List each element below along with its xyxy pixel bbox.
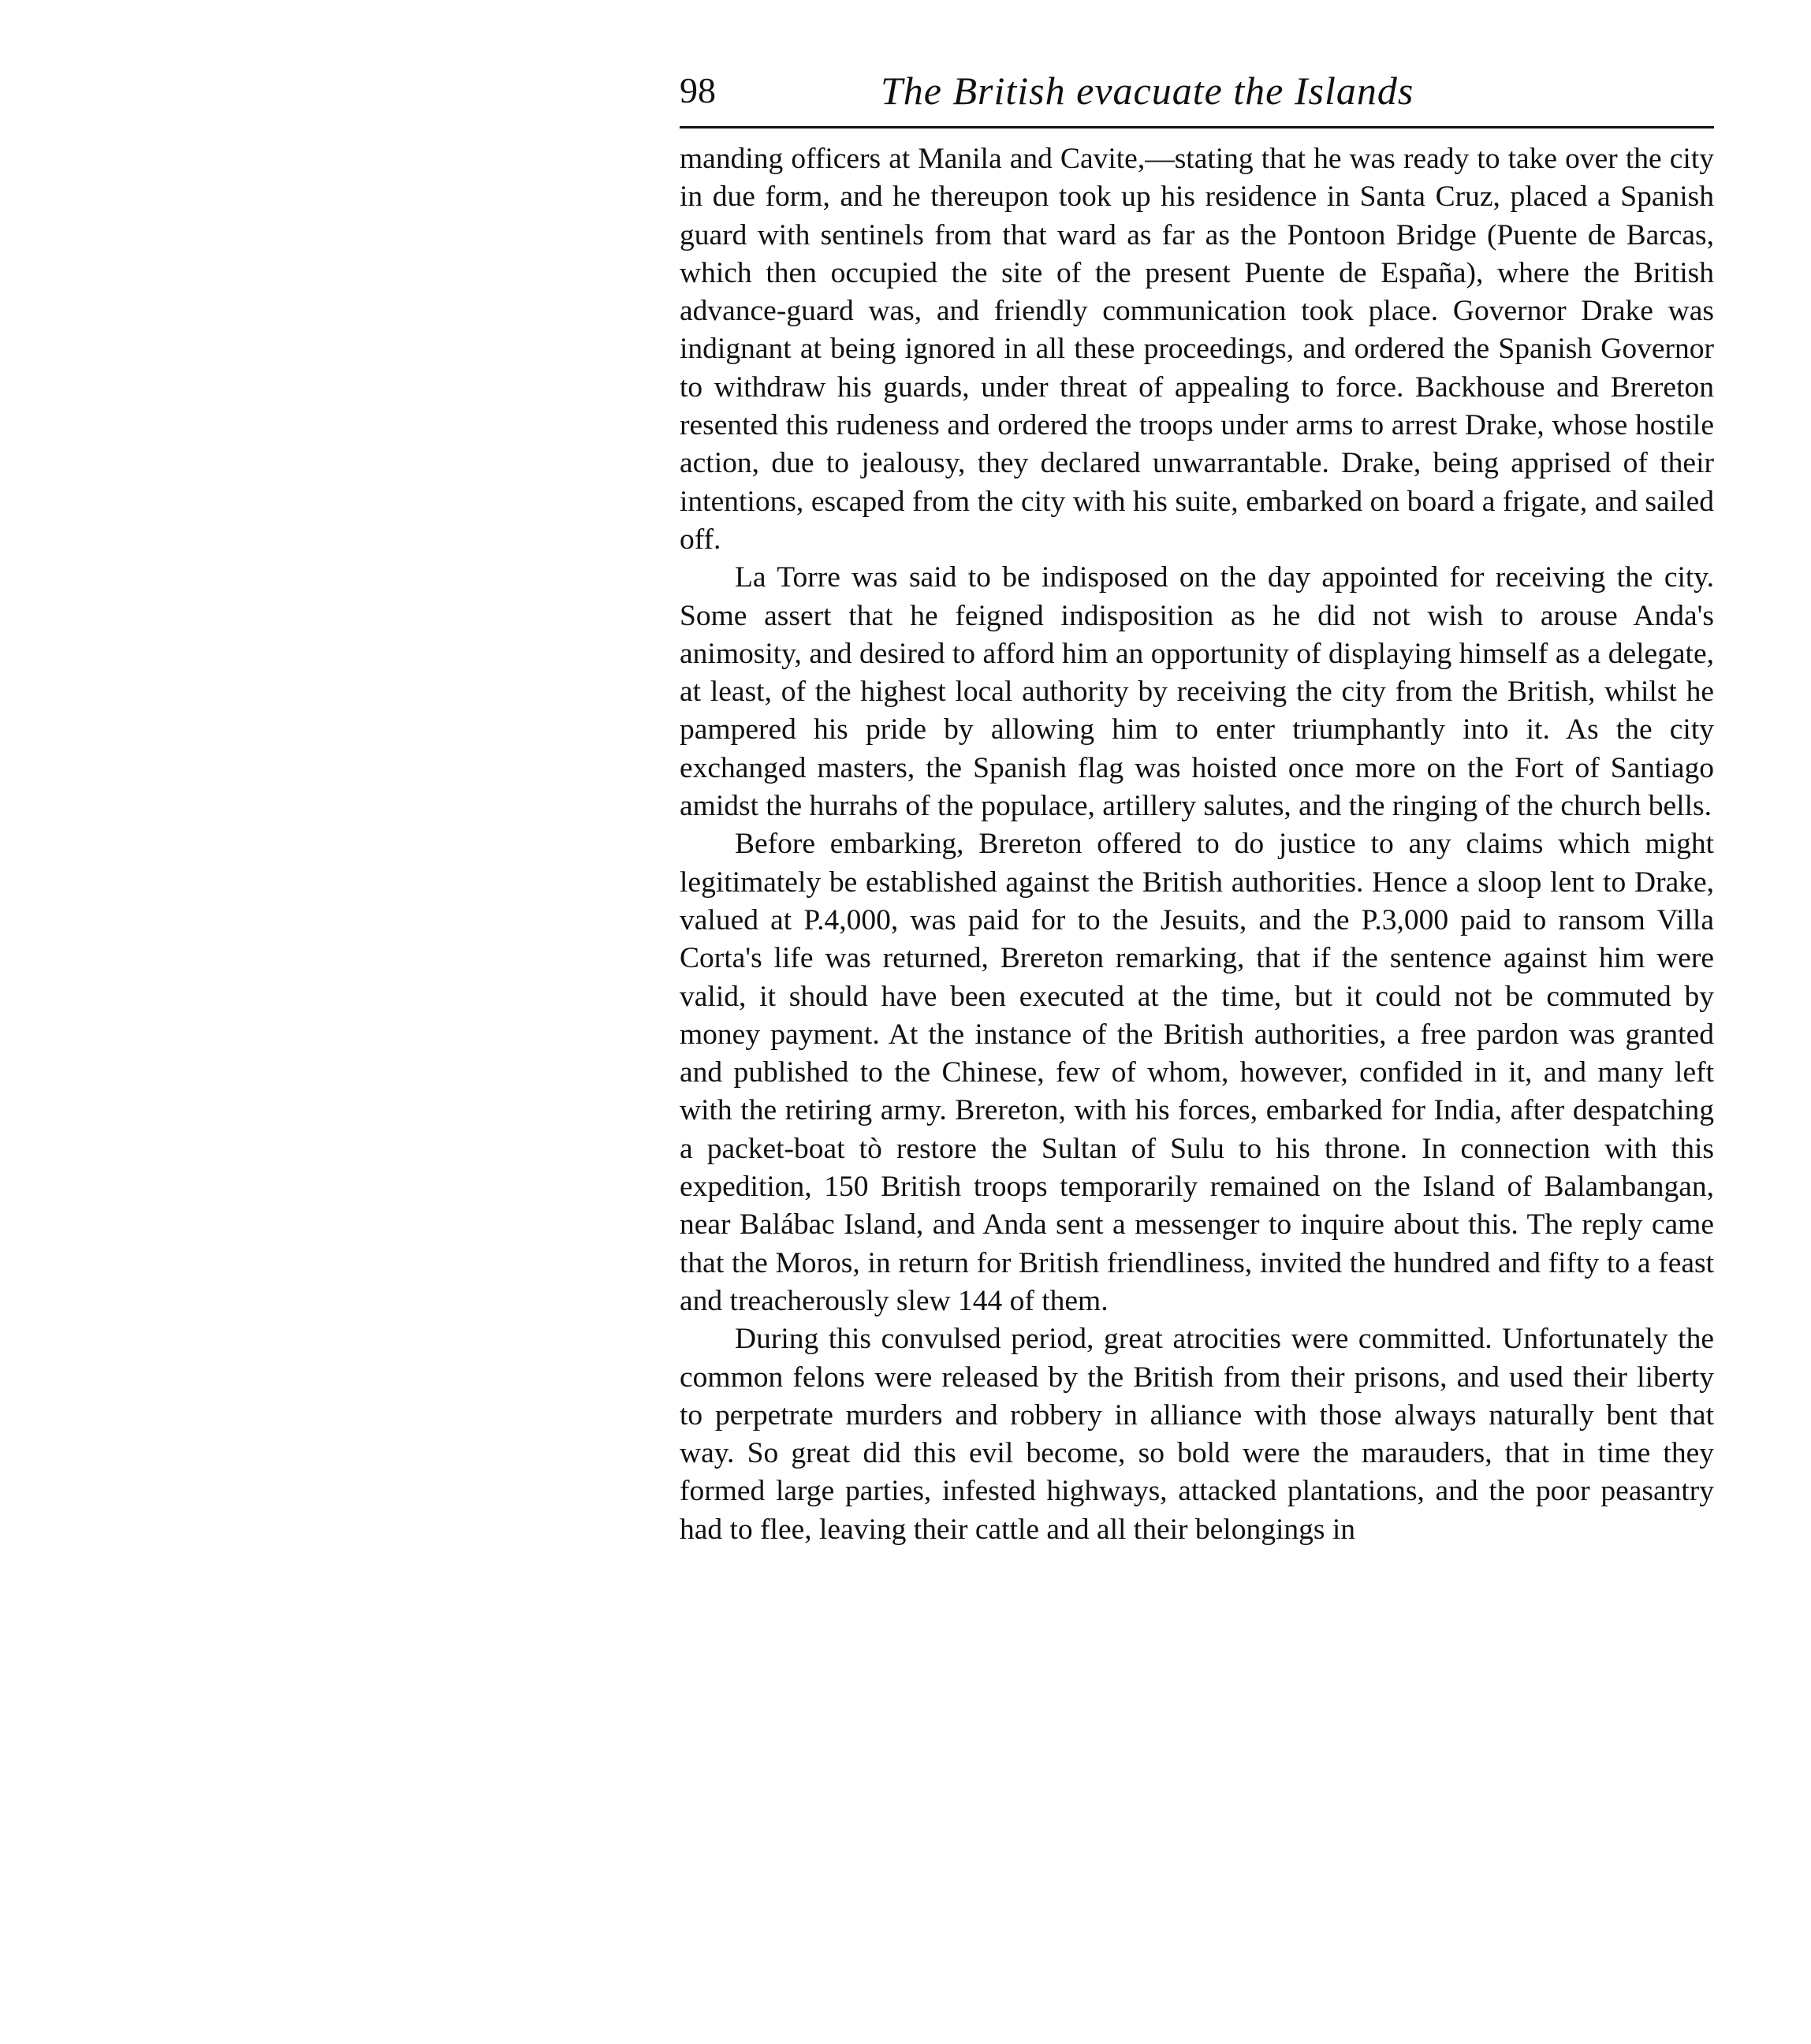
paragraph-2: La Torre was said to be indisposed on the day appointed for receiving the city. Some assert that he feigned indisposition as he did not wish to arouse Anda's animosity, and desired to afford him an opportunity of displaying himself as a delegate, at least, of the highest local authority by receiving the city from the British, whilst he pampered his pride by allowing him to enter triumphantly into it. As the city exchanged masters, the Spanish flag was hoisted once more on the Fort of Santiago amidst the hurrahs of the populace, artillery salutes, and the ringing of the church bells. [680,561,1714,823]
paragraph-1: manding officers at Manila and Cavite,—stating that he was ready to take over the city in due form, and he thereupon took up his residence in Santa Cruz, placed a Spanish guard with sentinels from that ward as far as the Pontoon Bridge (Puente de Barcas, which then occupied the site of the present Puente de España), where the British advance-guard was, and friendly communication took place. Governor Drake was indignant at being ignored in all these proceedings, and ordered the Spanish Governor to withdraw his guards, under threat of appealing to force. Backhouse and Brereton resented this rudeness and ordered the troops under arms to arrest Drake, whose hostile action, due to jealousy, they declared unwarrantable. Drake, being apprised of their intentions, escaped from the city with his suite, embarked on board a frigate, and sailed off. [680,143,1714,556]
page-number: 98 [680,70,716,110]
body-text [680,140,1714,1549]
running-title: The British evacuate the Islands [881,69,1414,113]
running-head [680,63,1714,118]
book-page [680,0,1714,2044]
header-rule [680,126,1714,128]
paragraph-3: Before embarking, Brereton offered to do justice to any claims which might legitimately be established against the British authorities. Hence a sloop lent to Drake, valued at P.4,000, was paid for to the Jesuits, and the P.3,000 paid to ransom Villa Corta's life was returned, Brereton remarking, that if the sentence against him were valid, it should have been executed at the time, but it could not be commuted by money payment. At the instance of the British authorities, a free pardon was granted and published to the Chinese, few of whom, however, confided in it, and many left with the retiring army. Brereton, with his forces, embarked for India, after despatching a packet-boat tò restore the Sultan of Sulu to his throne. In connection with this expedition, 150 British troops temporarily remained on the Island of Balambangan, near Balábac Island, and Anda sent a messenger to inquire about this. The reply came that the Moros, in return for British friendliness, invited the hundred and fifty to a feast and treacherously slew 144 of them. [680,828,1714,1317]
paragraph-4: During this convulsed period, great atrocities were committed. Unfortunately the common felons were released by the British from their prisons, and used their liberty to perpetrate murders and robbery in alliance with those always naturally bent that way. So great did this evil become, so bold were the marauders, that in time they formed large parties, infested highways, attacked plantations, and the poor peasantry had to flee, leaving their cattle and all their belongings in [680,1323,1714,1546]
